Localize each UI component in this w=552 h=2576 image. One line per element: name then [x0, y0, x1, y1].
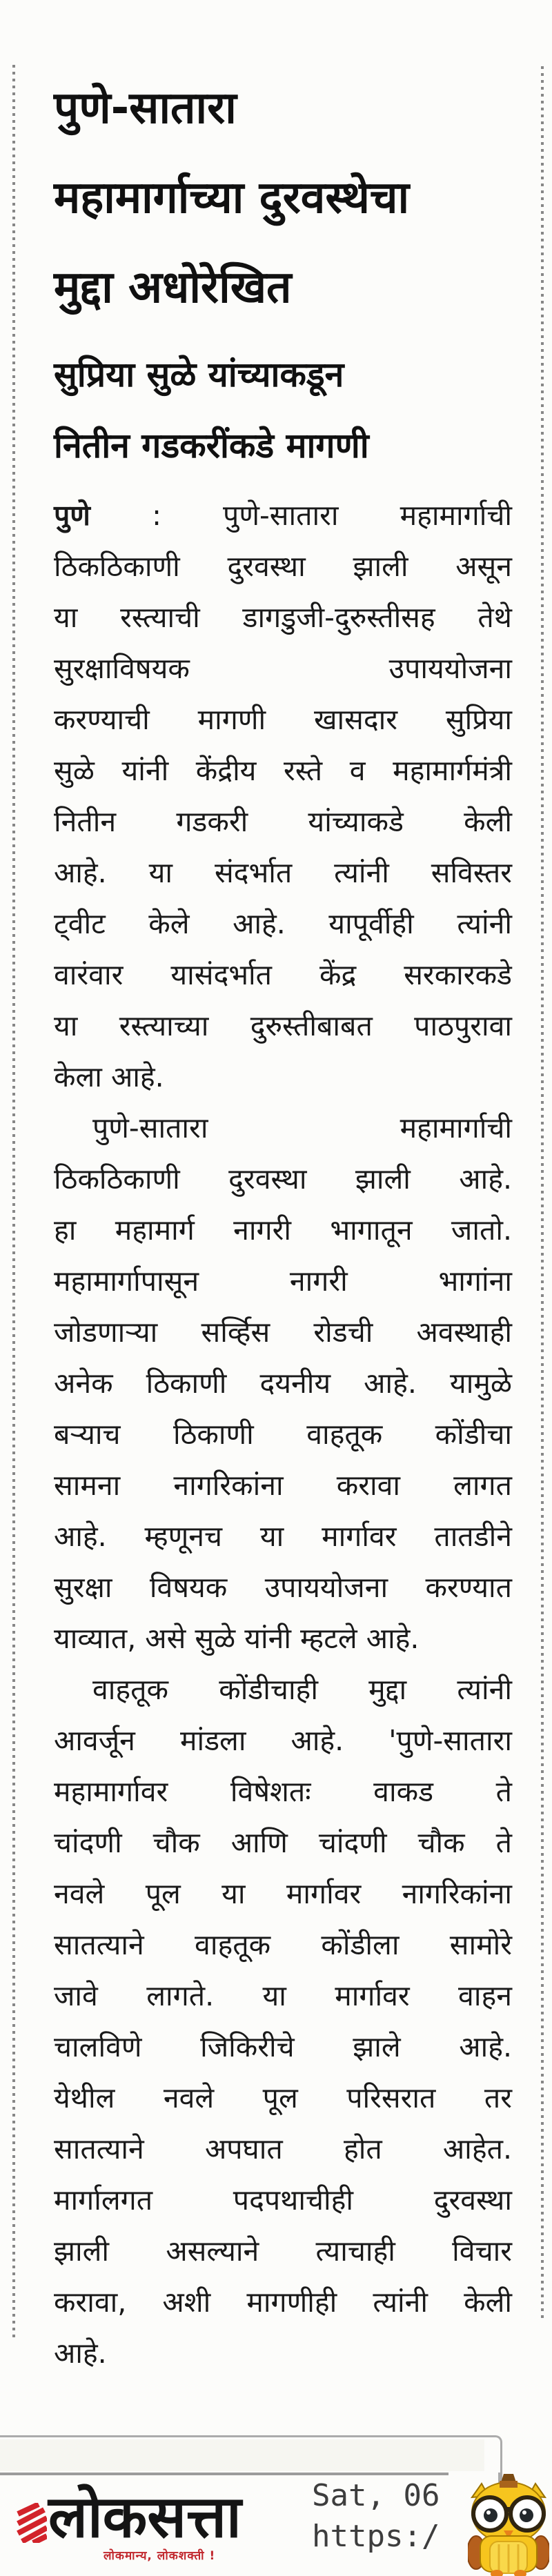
body-line: सामना नागरिकांना करावा लागत	[54, 1469, 512, 1502]
subheadline	[54, 339, 512, 482]
article	[54, 63, 512, 2379]
body-line: बऱ्याच ठिकाणी वाहतूक कोंडीचा	[54, 1418, 512, 1451]
dateline: पुणे	[54, 499, 90, 532]
body-line: आहे. म्हणूनच या मार्गावर तातडीने	[54, 1520, 512, 1553]
body-line: या रस्त्याच्या दुरुस्तीबाबत पाठपुरावा	[54, 1009, 512, 1042]
body-line: महामार्गापासून नागरी भागांना	[54, 1265, 512, 1298]
headline-line: महामार्गाच्या दुरवस्थेचा	[54, 172, 410, 224]
body-line: ठिकठिकाणी दुरवस्था झाली आहे.	[54, 1162, 512, 1196]
body-line: याव्यात, असे सुळे यांनी म्हटले आहे.	[54, 1622, 420, 1655]
paragraph	[54, 1102, 512, 1664]
body-line: सातत्याने वाहतूक कोंडीला सामोरे	[54, 1928, 512, 1961]
body-line: आवर्जून मांडला आहे. 'पुणे-सातारा	[54, 1724, 512, 1757]
article-body	[54, 490, 512, 2379]
capture-url: https:/	[312, 2519, 440, 2554]
subheadline-line: सुप्रिया सुळे यांच्याकडून	[54, 355, 344, 395]
body-line: नितीन गडकरी यांच्याकडे केली	[54, 805, 512, 838]
body-line: पुणे-सातारा महामार्गाची	[92, 1111, 512, 1145]
loksatta-logo-text: लोकसत्ता	[48, 2483, 241, 2550]
body-line: येथील नवले पूल परिसरात तर	[54, 2081, 512, 2114]
body-line: सुरक्षा विषयक उपाययोजना करण्यात	[54, 1571, 512, 1604]
paragraph	[54, 490, 512, 1102]
body-line: ठिकठिकाणी दुरवस्था झाली असून	[54, 550, 512, 583]
capture-date: Sat, 06	[312, 2478, 440, 2513]
paragraph	[54, 1664, 512, 2379]
body-line: करावा, अशी मागणीही त्यांनी केली	[54, 2286, 512, 2319]
body-line: झाली असल्याने त्याचाही विचार	[54, 2235, 512, 2268]
owl-mascot-icon	[468, 2473, 549, 2576]
body-line: आहे. या संदर्भात त्यांनी सविस्तर	[54, 856, 512, 889]
body-line: सातत्याने अपघात होत आहेत.	[54, 2132, 512, 2166]
capture-meta	[312, 2475, 440, 2557]
body-line: अनेक ठिकाणी दयनीय आहे. यामुळे	[54, 1367, 512, 1400]
clip-border-left	[12, 65, 15, 2340]
body-line: जावे लागते. या मार्गावर वाहन	[54, 1979, 512, 2012]
body-line: चालविणे जिकिरीचे झाले आहे.	[54, 2030, 512, 2063]
headline-line: मुद्दा अधोरेखित	[54, 262, 292, 313]
body-line: ट्वीट केले आहे. यापूर्वीही त्यांनी	[54, 907, 512, 940]
body-line: पुणे : पुणे-सातारा महामार्गाची	[54, 499, 512, 532]
body-line: सुळे यांनी केंद्रीय रस्ते व महामार्गमंत्री	[54, 754, 512, 787]
red-hatch-mark-icon	[15, 2503, 47, 2543]
body-line: चांदणी चौक आणि चांदणी चौक ते	[54, 1826, 512, 1859]
body-line: करण्याची मागणी खासदार सुप्रिया	[54, 703, 512, 736]
subheadline-line: नितीन गडकरींकडे मागणी	[54, 426, 369, 466]
loksatta-tagline: लोकमान्य, लोकशक्ती !	[103, 2549, 216, 2563]
body-line: केला आहे.	[54, 1060, 164, 1093]
body-line: वारंवार यासंदर्भात केंद्र सरकारकडे	[54, 958, 512, 991]
body-line: वाहतूक कोंडीचाही मुद्दा त्यांनी	[92, 1673, 512, 1706]
body-line: सुरक्षाविषयक उपाययोजना	[54, 652, 512, 685]
body-line: या रस्त्याची डागडुजी-दुरुस्तीसह तेथे	[54, 601, 512, 634]
body-line: हा महामार्ग नागरी भागातून जातो.	[54, 1213, 512, 1247]
clip-border-right	[541, 66, 544, 2321]
body-line: जोडणाऱ्या सर्व्हिस रोडची अवस्थाही	[54, 1316, 512, 1349]
body-line: महामार्गावर विषेशतः वाकड ते	[54, 1775, 512, 1808]
body-line: मार्गालगत पदपथाचीही दुरवस्था	[54, 2183, 512, 2217]
headline-line: पुणे-सातारा	[54, 83, 237, 134]
body-line: नवले पूल या मार्गावर नागरिकांना	[54, 1877, 512, 1910]
body-line: आहे.	[54, 2337, 107, 2370]
headline	[54, 63, 512, 333]
